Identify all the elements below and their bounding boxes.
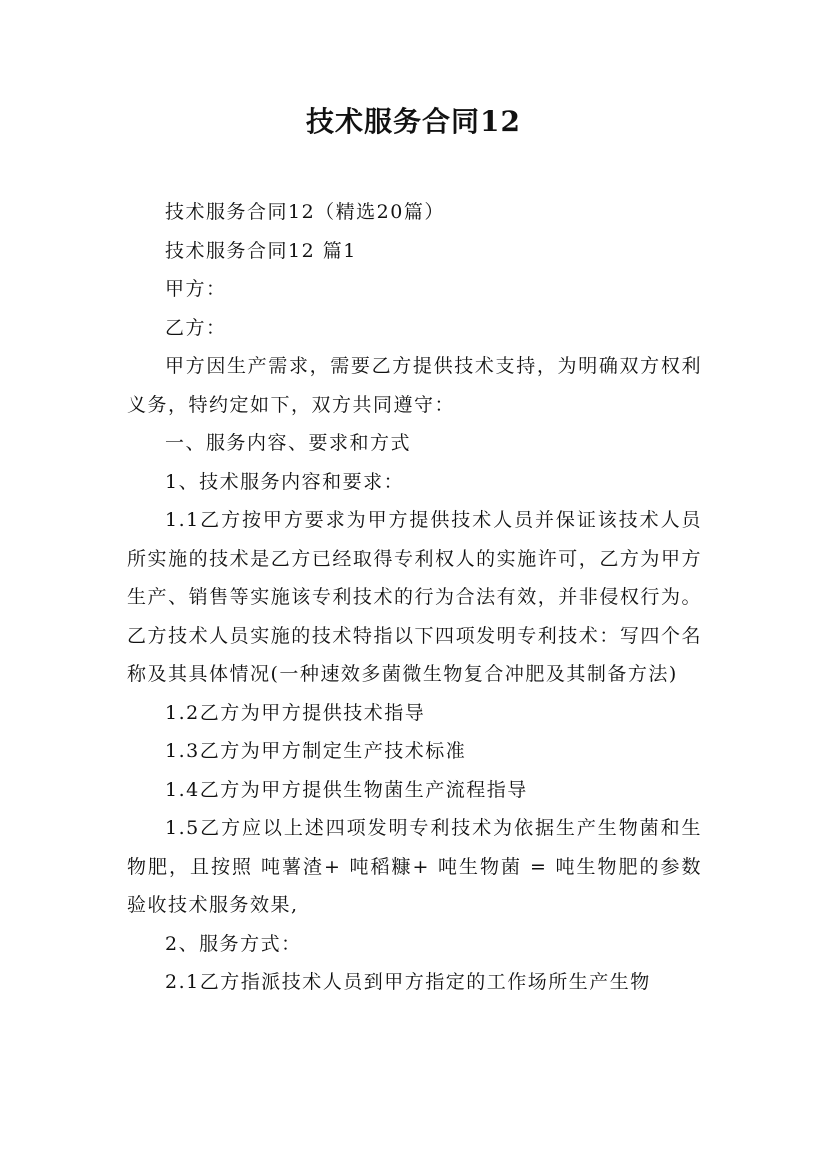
paragraph-clause-1-heading: 一、服务内容、要求和方式 xyxy=(165,432,412,454)
paragraph-party-a: 甲方： xyxy=(165,278,227,300)
paragraph-party-b: 乙方： xyxy=(165,316,227,339)
paragraph-clause-1-4: 1.4乙方为甲方提供生物菌生产流程指导 xyxy=(165,778,528,801)
paragraph-clause-1-3: 1.3乙方为甲方制定生产技术标准 xyxy=(165,740,467,762)
document-body xyxy=(127,193,702,1002)
paragraph-clause-1-1-heading: 1、技术服务内容和要求： xyxy=(165,470,405,493)
document-title: 技术服务合同12 xyxy=(306,105,521,138)
paragraph-preamble: 甲方因生产需求，需要乙方提供技术支持，为明确双方权利义务，特约定如下，双方共同遵守： xyxy=(127,355,702,416)
paragraph-clause-2-1: 2.1乙方指派技术人员到甲方指定的工作场所生产生物 xyxy=(165,971,651,993)
paragraph-subtitle: 技术服务合同12（精选20篇） xyxy=(165,201,445,223)
paragraph-clause-1-5: 1.5乙方应以上述四项发明专利技术为依据生产生物菌和生物肥，且按照 吨薯渣+ 吨稻糠+ 吨生物菌 = 吨生物肥的参数验收技术服务效果, xyxy=(127,817,702,916)
paragraph-clause-1-2: 1.2乙方为甲方提供技术指导 xyxy=(165,701,426,724)
paragraph-clause-1-1: 1.1乙方按甲方要求为甲方提供技术人员并保证该技术人员所实施的技术是乙方已经取得专利权人的实施许可，乙方为甲方生产、销售等实施该专利技术的行为合法有效，并非侵权行为。乙方技术人员实施的技术特指以下四项发明专利技术：写四个名称及其具体情况(一种速效多菌微生物复合冲肥及其制备方法) xyxy=(127,509,702,685)
paragraph-clause-2-heading: 2、服务方式： xyxy=(165,932,302,955)
paragraph-section-heading: 技术服务合同12 篇1 xyxy=(165,239,357,262)
